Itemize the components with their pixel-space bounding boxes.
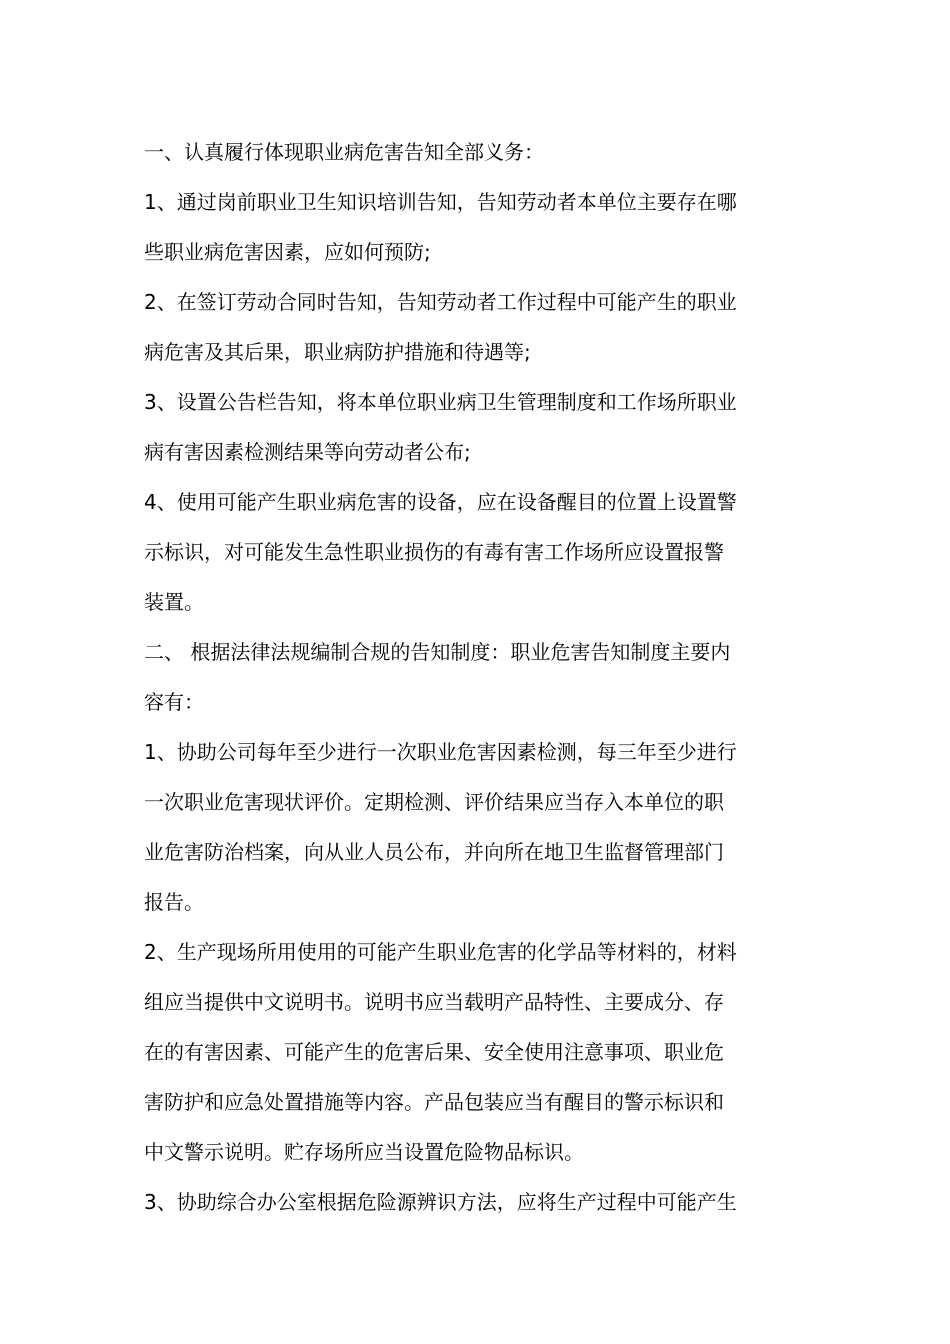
paragraph-line: 组应当提供中文说明书。说明书应当载明产品特性、主要成分、存	[144, 990, 724, 1014]
document-body	[144, 127, 808, 1227]
paragraph-line: 业危害防治档案，向从业人员公布，并向所在地卫生监督管理部门	[144, 840, 724, 864]
paragraph-line: 4、使用可能产生职业病危害的设备，应在设备醒目的位置上设置警	[144, 490, 737, 514]
paragraph-line: 报告。	[144, 890, 204, 914]
paragraph-line: 1、通过岗前职业卫生知识培训告知，告知劳动者本单位主要存在哪	[144, 190, 737, 214]
section-heading-1: 一、认真履行体现职业病危害告知全部义务：	[144, 140, 544, 164]
paragraph-line: 2、生产现场所用使用的可能产生职业危害的化学品等材料的，材料	[144, 940, 737, 964]
paragraph-line: 容有：	[144, 690, 204, 714]
section-heading-2: 二、 根据法律法规编制合规的告知制度：职业危害告知制度主要内	[144, 640, 731, 664]
paragraph-line: 一次职业危害现状评价。定期检测、评价结果应当存入本单位的职	[144, 790, 724, 814]
paragraph-line: 3、协助综合办公室根据危险源辨识方法，应将生产过程中可能产生	[144, 1190, 737, 1214]
paragraph-line: 1、协助公司每年至少进行一次职业危害因素检测，每三年至少进行	[144, 740, 737, 764]
paragraph-line: 装置。	[144, 590, 204, 614]
paragraph-line: 3、设置公告栏告知，将本单位职业病卫生管理制度和工作场所职业	[144, 390, 737, 414]
paragraph-line: 2、在签订劳动合同时告知，告知劳动者工作过程中可能产生的职业	[144, 290, 737, 314]
paragraph-line: 些职业病危害因素，应如何预防;	[144, 240, 431, 264]
paragraph-line: 害防护和应急处置措施等内容。产品包装应当有醒目的警示标识和	[144, 1090, 724, 1114]
paragraph-line: 在的有害因素、可能产生的危害后果、安全使用注意事项、职业危	[144, 1040, 724, 1064]
paragraph-line: 病危害及其后果，职业病防护措施和待遇等;	[144, 340, 531, 364]
paragraph-line: 病有害因素检测结果等向劳动者公布;	[144, 440, 471, 464]
paragraph-line: 中文警示说明。贮存场所应当设置危险物品标识。	[144, 1140, 584, 1164]
paragraph-line: 示标识，对可能发生急性职业损伤的有毒有害工作场所应设置报警	[144, 540, 724, 564]
